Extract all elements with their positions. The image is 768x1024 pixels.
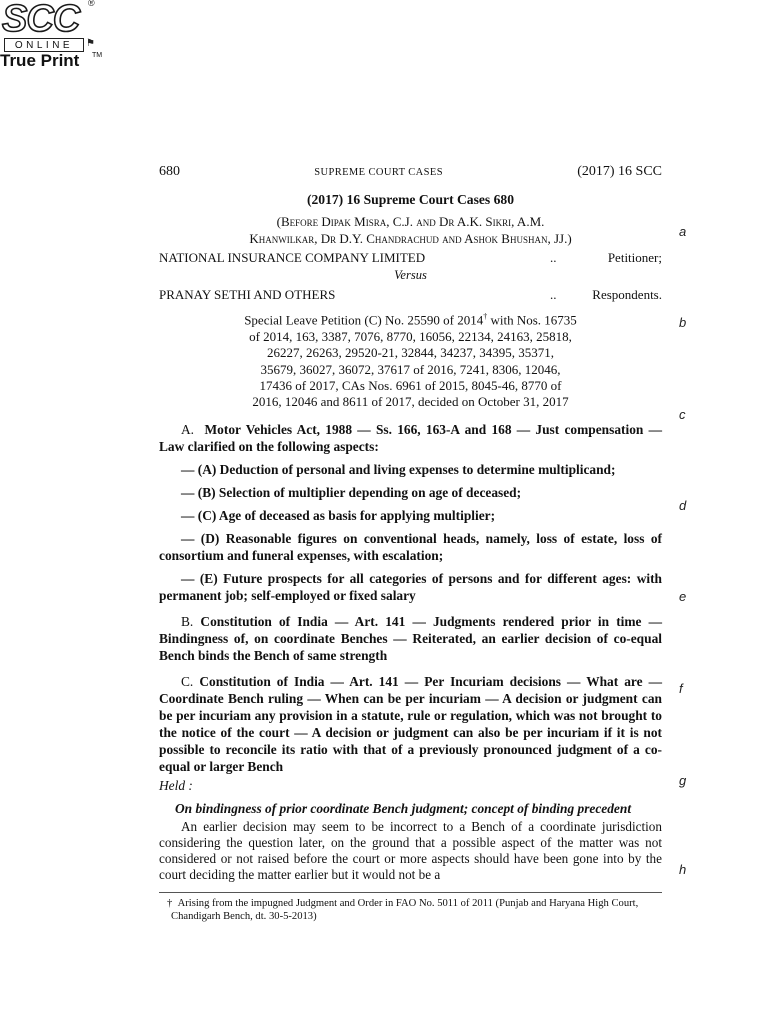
margin-letter-d: d xyxy=(679,498,687,513)
headnote-b xyxy=(159,613,662,664)
subheading: On bindingness of prior coordinate Bench judgment; concept of binding precedent xyxy=(175,800,632,816)
bench-line-1: (Before Dipak Misra, C.J. and Dr A.K. Sikri, A.M. xyxy=(276,214,545,229)
headnote-a-point-4: — (D) Reasonable figures on conventional heads, namely, loss of estate, loss of consortium and funeral expenses, with escalation; xyxy=(159,530,662,563)
headnote-c-text: Constitution of India — Art. 141 — Per Incuriam decisions — What are — Coordinate Bench ruling — When can be per incuriam — A decision or judgment can be per incuriam any provision in a statute, rule or regulation, which was not brought to the notice of the court — A decision or judgment can also be per incuriam if it is not possible to reconcile its ratio with that of a previously pronounced judgment of a co-equal or larger Bench xyxy=(159,673,662,774)
dagger-mark: † xyxy=(483,312,488,321)
petitioner-name: NATIONAL INSURANCE COMPANY LIMITED xyxy=(159,250,426,265)
running-citation: (2017) 16 SCC xyxy=(577,164,662,179)
bench-composition xyxy=(159,213,662,247)
reporter-name: SUPREME COURT CASES xyxy=(314,167,443,178)
scc-online-logo xyxy=(0,0,103,70)
slp-line-1b: with Nos. 16735 xyxy=(487,312,577,328)
respondent-role: Respondents. xyxy=(592,287,662,302)
respondent-line xyxy=(159,286,662,303)
headnote-b-label: B. xyxy=(181,613,194,629)
held-label: Held : xyxy=(159,777,193,793)
margin-letter-c: c xyxy=(679,407,686,422)
footnote-divider xyxy=(159,892,662,893)
slp-line-5: 17436 of 2017, CAs Nos. 6961 of 2015, 8045-46, 8770 of xyxy=(259,377,562,393)
page-number: 680 xyxy=(159,164,180,179)
headnote-c-label: C. xyxy=(181,673,194,689)
headnote-c xyxy=(159,673,662,775)
petitioner-dots: .. xyxy=(550,250,557,265)
body-paragraph: An earlier decision may seem to be incorrect to a Bench of a coordinate jurisdiction considering the question later, on the ground that a possible aspect of the matter was not considered or not raised before the court or more aspects should have been gone into by the court deciding the matter earlier but it would not be a xyxy=(159,818,662,883)
headnote-a-point-3: — (C) Age of deceased as basis for applying multiplier; xyxy=(181,507,496,523)
registered-mark: ® xyxy=(88,0,95,8)
logo-tagline: True Print xyxy=(0,51,80,70)
trademark-mark: TM xyxy=(92,52,103,59)
slp-line-2: of 2014, 163, 3387, 7076, 8770, 16056, 22134, 24163, 25818, xyxy=(249,328,572,344)
margin-letter-a: a xyxy=(679,224,687,239)
logo-online-text: ONLINE xyxy=(4,38,84,52)
case-details xyxy=(159,309,662,411)
versus-label: Versus xyxy=(394,268,427,282)
headnote-b-text: Constitution of India — Art. 141 — Judgments rendered prior in time — Bindingness of, on coordinate Benches — Reiterated, an earlier decision of co-equal Bench binds the Bench of same strength xyxy=(159,613,662,663)
slp-line-1: Special Leave Petition (C) No. 25590 of 2014 xyxy=(244,312,484,328)
headnote-a-label: A. xyxy=(181,421,195,437)
running-header xyxy=(159,163,662,185)
headnote-a-point-2: — (B) Selection of multiplier depending on age of deceased; xyxy=(181,484,522,500)
document-page xyxy=(159,163,662,923)
slp-line-3: 26227, 26263, 29520-21, 32844, 34237, 34395, 35371, xyxy=(266,345,555,361)
margin-letter-f: f xyxy=(679,681,683,696)
petitioner-role: Petitioner; xyxy=(607,250,662,265)
respondent-name: PRANAY SETHI AND OTHERS xyxy=(159,287,336,302)
case-citation: (2017) 16 Supreme Court Cases 680 xyxy=(306,192,515,207)
headnote-a-point-1: — (A) Deduction of personal and living expenses to determine multiplicand; xyxy=(181,461,616,477)
slp-line-4: 35679, 36027, 36072, 37617 of 2016, 7241, 8306, 12046, xyxy=(260,361,561,377)
margin-letter-e: e xyxy=(679,589,687,604)
slp-line-6: 2016, 12046 and 8611 of 2017, decided on October 31, 2017 xyxy=(252,394,569,410)
headnote-a-text: Motor Vehicles Act, 1988 — Ss. 166, 163-A and 168 — Just compensation — Law clarified on the following aspects: xyxy=(159,421,662,454)
flag-icon: ⚑ xyxy=(86,38,95,49)
footnote xyxy=(159,897,662,923)
margin-letter-b: b xyxy=(679,315,687,330)
bench-line-2: Khanwilkar, Dr D.Y. Chandrachud and Ashok Bhushan, JJ.) xyxy=(249,231,572,246)
headnote-a xyxy=(159,421,662,455)
logo-brand: SCC xyxy=(2,0,80,40)
footnote-text: Arising from the impugned Judgment and Order in FAO No. 5011 of 2011 (Punjab and Haryana High Court, Chandigarh Bench, dt. 30-5-2013) xyxy=(171,897,639,922)
petitioner-line xyxy=(159,249,662,266)
margin-letter-g: g xyxy=(679,773,687,788)
margin-letter-h: h xyxy=(679,862,687,877)
respondent-dots: .. xyxy=(550,287,557,302)
headnote-a-point-5: — (E) Future prospects for all categories of persons and for different ages: with permanent job; self-employed or fixed salary xyxy=(159,570,662,603)
footnote-mark: † xyxy=(167,897,173,909)
